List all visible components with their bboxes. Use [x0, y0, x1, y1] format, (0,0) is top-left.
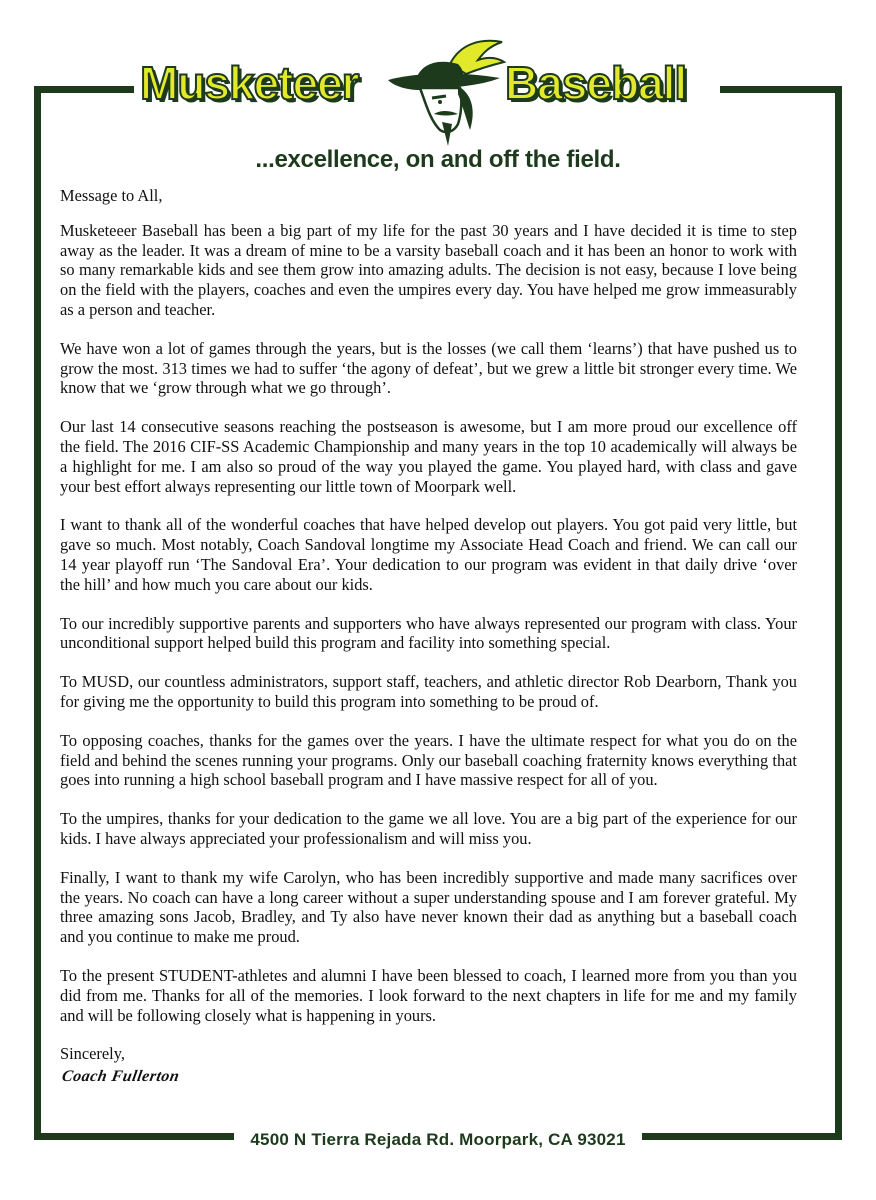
- brand-left-word: Musketeer: [140, 57, 359, 109]
- paragraph-7: To opposing coaches, thanks for the games over the years. I have the ultimate respect for what you do on the field and behind the scenes running your programs. Only our baseball coaching fraternity knows everything that goes into running a high school baseball program and I have massive respect for all of you.: [60, 730, 797, 790]
- closing: Sincerely,: [60, 1044, 125, 1064]
- footer-address: 4500 N Tierra Rejada Rd. Moorpark, CA 93021: [242, 1130, 633, 1149]
- paragraph-6: To MUSD, our countless administrators, support staff, teachers, and athletic director Rob Dearborn, Thank you for giving me the opportunity to build this program into something to be proud of.: [60, 672, 797, 711]
- letter-body: [60, 186, 797, 1087]
- paragraph-4: I want to thank all of the wonderful coaches that have helped develop out players. You got paid very little, but gave so much. Most notably, Coach Sandoval longtime my Associate Head Coach and friend. We can call our 14 year playoff run ‘The Sandoval Era’. Your dedication to our program was evident in that daily drive ‘over the hill’ and how much you care about our kids.: [60, 515, 797, 594]
- paragraph-5: To our incredibly supportive parents and supporters who have always represented our program with class. Your unconditional support helped build this program and facility into something special.: [60, 613, 797, 653]
- paragraph-10: To the present STUDENT-athletes and alumni I have been blessed to coach, I learned more from you than you did from me. Thanks for all of the memories. I look forward to the next chapters in life for me and my family and will be following closely what is happening in yours.: [60, 965, 797, 1025]
- paragraph-8: To the umpires, thanks for your dedication to the game we all love. You are a big part of the experience for our kids. I have always appreciated your professionalism and will miss you.: [60, 809, 797, 848]
- tagline: ...excellence, on and off the field.: [255, 146, 621, 173]
- paragraph-2: We have won a lot of games through the years, but is the losses (we call them ‘learns’) that have pushed us to grow the most. 313 times we had to suffer ‘the agony of defeat’, but we grew a little bit stronger every time. We know that we ‘grow through what we go through’.: [60, 338, 797, 398]
- brand-right-word: Baseball: [505, 57, 687, 109]
- signature: Coach Fullerton: [60, 1068, 181, 1086]
- paragraph-1: Musketeeer Baseball has been a big part of my life for the past 30 years and I have decided it is time to step away as the leader. It was a dream of mine to be a varsity baseball coach and it has been an honor to work with so many remarkable kids and see them grow into amazing adults. The decision is not easy, because I love being on the field with the players, coaches and even the umpires every day. You have helped me grow immeasurably as a person and teacher.: [60, 220, 797, 319]
- frame-left: [34, 86, 41, 1140]
- frame-right: [835, 86, 842, 1140]
- musketeer-head-icon: [380, 34, 510, 152]
- footer-address-wrap: [0, 1130, 876, 1150]
- paragraph-3: Our last 14 consecutive seasons reaching the postseason is awesome, but I am more proud our excellence off the field. The 2016 CIF-SS Academic Championship and many years in the top 10 academically will always be a highlight for me. I am also so proud of the way you played the game. You played hard, with class and gave your best effort always representing our little town of Moorpark well.: [60, 417, 797, 496]
- frame-top-left: [34, 86, 134, 93]
- greeting: Message to All,: [60, 186, 163, 205]
- frame-top-right: [720, 86, 842, 93]
- paragraph-9: Finally, I want to thank my wife Carolyn, who has been incredibly supportive and made many sacrifices over the years. No coach can have a long career without a super understanding spouse and I am forever grateful. My three amazing sons Jacob, Bradley, and Ty also have never known their dad as anything but a baseball coach and you continue to make me proud.: [60, 867, 797, 947]
